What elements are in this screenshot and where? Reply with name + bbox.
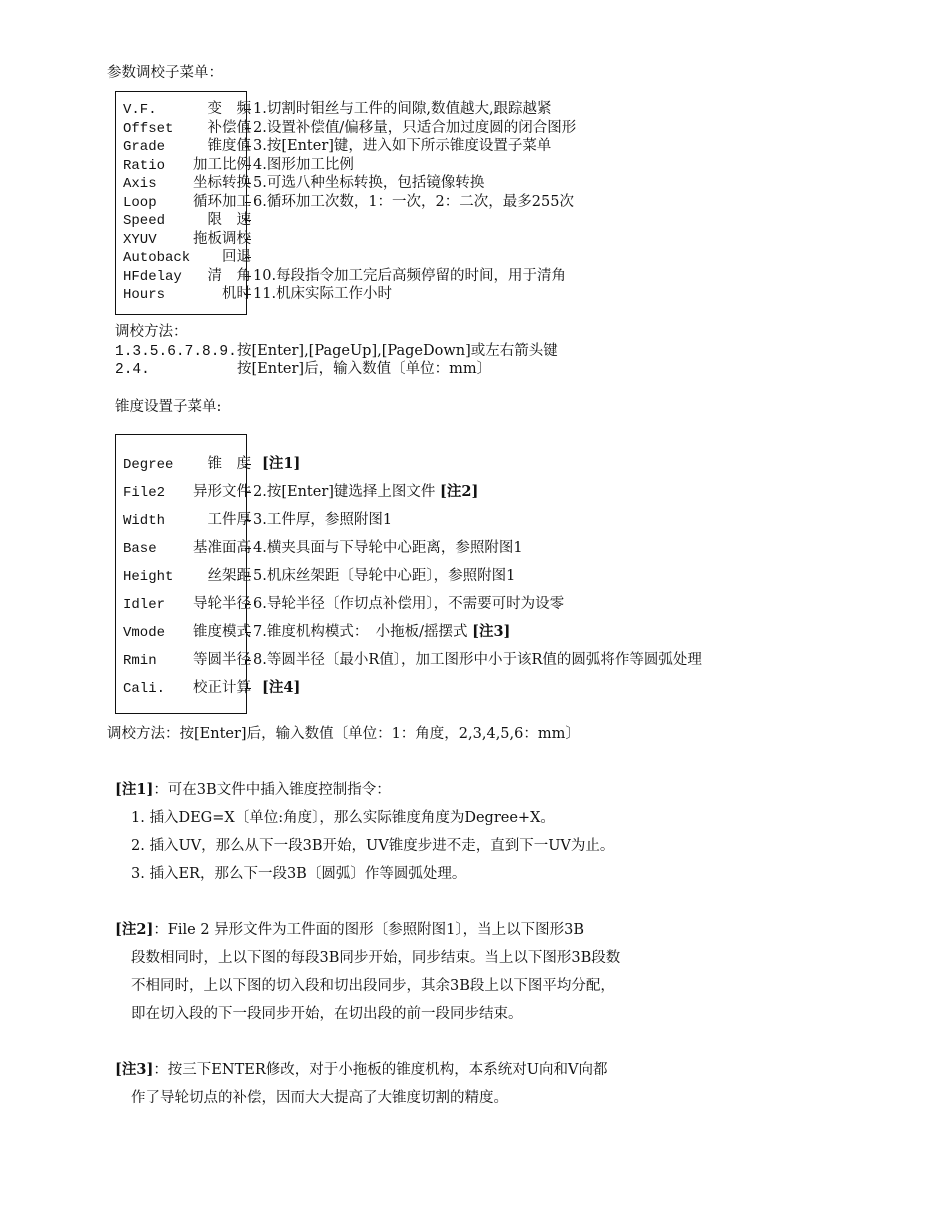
note2-heading [115, 921, 584, 939]
note-ref: [注2] [440, 483, 479, 500]
note3-heading [115, 1061, 607, 1079]
menu1-row-en: Offset [123, 121, 174, 137]
menu2-row-cn: 导轮半径 [193, 596, 251, 612]
menu2-desc-text: 7.锥度机构模式： 小拖板/摇摆式 [253, 624, 468, 640]
note1-title: [注1] [115, 781, 154, 798]
menu1-row-cn: 拖板调校 [193, 231, 251, 247]
menu2-row [123, 623, 251, 642]
tick-mark [245, 660, 251, 661]
menu1-row-en: Loop [123, 195, 157, 211]
menu2-row [123, 595, 251, 614]
menu1-row [123, 119, 251, 138]
menu1-row [123, 100, 251, 119]
menu2-row-en: Cali. [123, 681, 166, 697]
menu1-row-cn: 机时 [222, 286, 251, 302]
menu1-row-cn: 补偿值 [207, 120, 251, 136]
note2-title: [注2] [115, 921, 154, 938]
tick-mark [245, 183, 251, 184]
menu2-row-en: Idler [123, 597, 166, 613]
menu1-row [123, 174, 251, 193]
menu1-row-en: HFdelay [123, 269, 182, 285]
menu1-row-cn: 清 角 [207, 268, 251, 284]
note1-item: 1. 插入DEG=X〔单位:角度〕，那么实际锥度角度为Degree+X。 [131, 810, 555, 826]
menu1-desc: 5.可选八种坐标转换，包括镜像转换 [253, 175, 485, 191]
menu1-method-line [115, 360, 491, 379]
method-text: 按[Enter],[PageUp],[PageDown]或左右箭头键 [237, 343, 558, 359]
menu1-desc: 11.机床实际工作小时 [253, 286, 393, 302]
menu1-row-en: Autoback [123, 250, 191, 266]
menu1-row-en: Axis [123, 176, 157, 192]
menu2-desc: 3.工件厚，参照附图1 [253, 512, 393, 528]
menu2-row-cn: 丝架距 [207, 568, 251, 584]
menu2-row-en: Degree [123, 457, 174, 473]
menu2-row [123, 455, 251, 474]
menu1-desc: 4.图形加工比例 [253, 157, 354, 173]
menu2-row-cn: 锥度模式 [193, 624, 251, 640]
menu1-row-cn: 限 速 [207, 212, 251, 228]
menu1-row [123, 137, 251, 156]
tick-mark [245, 604, 251, 605]
menu2-row [123, 511, 251, 530]
menu2-desc [253, 623, 510, 641]
menu2-desc: 4.横夹具面与下导轮中心距离，参照附图1 [253, 540, 523, 556]
menu1-desc: 6.循环加工次数，1：一次，2：二次，最多255次 [253, 194, 574, 210]
tick-mark [245, 257, 251, 258]
menu2-row [123, 483, 251, 502]
method-keys: 1.3.5.6.7.8.9. [115, 344, 237, 360]
tick-mark [245, 548, 251, 549]
note1-text: ：可在3B文件中插入锥度控制指令： [153, 782, 391, 798]
method-keys: 2.4. [115, 362, 150, 378]
menu2-row [123, 539, 251, 558]
menu1-row-en: Hours [123, 287, 166, 303]
menu2-desc-text: 2.按[Enter]键选择上图文件 [253, 484, 436, 500]
menu2-desc: 8.等圆半径〔最小R值〕，加工图形中小于该R值的圆弧将作等圆弧处理 [253, 652, 702, 668]
menu1-row-en: Speed [123, 213, 166, 229]
tick-mark [245, 202, 251, 203]
menu2-row [123, 679, 251, 698]
menu1-row [123, 230, 251, 249]
note-ref: [注3] [472, 623, 511, 640]
menu1-row-cn: 加工比例 [193, 157, 251, 173]
menu2-row-cn: 校正计算 [193, 680, 251, 696]
tick-mark [245, 239, 251, 240]
tick-mark [245, 109, 251, 110]
note3-line: 作了导轮切点的补偿，因而大大提高了大锥度切割的精度。 [131, 1090, 508, 1106]
menu2-row-cn: 异形文件 [193, 484, 251, 500]
menu2-row-en: Vmode [123, 625, 166, 641]
menu2-row-cn: 工件厚 [207, 512, 251, 528]
tick-mark [245, 165, 251, 166]
menu1-row [123, 156, 251, 175]
menu2-row-en: File2 [123, 485, 166, 501]
menu2-row-cn: 锥 度 [207, 456, 251, 472]
menu1-row [123, 211, 251, 230]
menu1-row [123, 193, 251, 212]
menu1-row [123, 285, 251, 304]
menu1-title: 参数调校子菜单： [107, 65, 223, 81]
tick-mark [245, 492, 251, 493]
menu2-method: 调校方法：按[Enter]后，输入数值〔单位：1：角度，2,3,4,5,6：mm〕 [107, 726, 580, 742]
tick-mark [245, 576, 251, 577]
tick-mark [245, 294, 251, 295]
menu2-row-en: Width [123, 513, 166, 529]
note1-item: 3. 插入ER，那么下一段3B〔圆弧〕作等圆弧处理。 [131, 866, 467, 882]
menu1-method-title: 调校方法： [115, 324, 188, 340]
note2-line: 段数相同时，上以下图的每段3B同步开始，同步结束。当上以下图形3B段数 [131, 950, 621, 966]
menu1-desc: 2.设置补偿值/偏移量，只适合加过度圆的闭合图形 [253, 120, 577, 136]
menu1-row-cn: 坐标转换 [193, 175, 251, 191]
menu2-desc [253, 483, 478, 501]
menu1-row-cn: 回退 [222, 249, 251, 265]
tick-mark [245, 220, 251, 221]
tick-mark [245, 276, 251, 277]
menu1-method-line [115, 342, 558, 361]
menu1-row [123, 248, 251, 267]
tick-mark [245, 464, 251, 465]
menu2-row-en: Height [123, 569, 174, 585]
menu2-desc: [注1] [262, 455, 301, 472]
menu1-row-en: Ratio [123, 158, 166, 174]
menu2-desc: 5.机床丝架距〔导轮中心距〕，参照附图1 [253, 568, 516, 584]
menu1-desc: 3.按[Enter]键，进入如下所示锥度设置子菜单 [253, 138, 552, 154]
menu1-desc: 10.每段指令加工完后高频停留的时间，用于清角 [253, 268, 567, 284]
method-text: 按[Enter]后，输入数值〔单位：mm〕 [237, 361, 492, 377]
note3-title: [注3] [115, 1061, 154, 1078]
menu2-row-en: Rmin [123, 653, 157, 669]
menu1-row-en: V.F. [123, 102, 157, 118]
note2-line: 即在切入段的下一段同步开始，在切出段的前一段同步结束。 [131, 1006, 523, 1022]
tick-mark [245, 146, 251, 147]
menu1-row-en: XYUV [123, 232, 157, 248]
menu1-desc: 1.切割时钼丝与工件的间隙,数值越大,跟踪越紧 [253, 101, 552, 117]
menu1-row-en: Grade [123, 139, 166, 155]
tick-mark [245, 520, 251, 521]
menu1-row-cn: 循环加工 [193, 194, 251, 210]
tick-mark [245, 128, 251, 129]
note1-item: 2. 插入UV，那么从下一段3B开始，UV锥度步进不走，直到下一UV为止。 [131, 838, 615, 854]
menu1-row-cn: 锥度值 [207, 138, 251, 154]
note2-text: ：File 2 异形文件为工件面的图形〔参照附图1〕，当上以下图形3B [153, 922, 585, 938]
menu2-row-en: Base [123, 541, 157, 557]
menu2-title: 锥度设置子菜单: [115, 399, 222, 415]
note3-text: ：按三下ENTER修改，对于小拖板的锥度机构，本系统对U向和V向都 [153, 1062, 608, 1078]
menu1-row-cn: 变 频 [207, 101, 251, 117]
menu2-desc: 6.导轮半径〔作切点补偿用〕，不需要可时为设零 [253, 596, 565, 612]
menu2-row [123, 567, 251, 586]
menu1-row [123, 267, 251, 286]
menu2-desc: [注4] [262, 679, 301, 696]
tick-mark [245, 688, 251, 689]
menu2-row-cn: 等圆半径 [193, 652, 251, 668]
note1-heading [115, 781, 391, 799]
menu2-row-cn: 基准面高 [193, 540, 251, 556]
tick-mark [245, 632, 251, 633]
menu2-row [123, 651, 251, 670]
note2-line: 不相同时，上以下图的切入段和切出段同步，其余3B段上以下图平均分配， [131, 978, 615, 994]
